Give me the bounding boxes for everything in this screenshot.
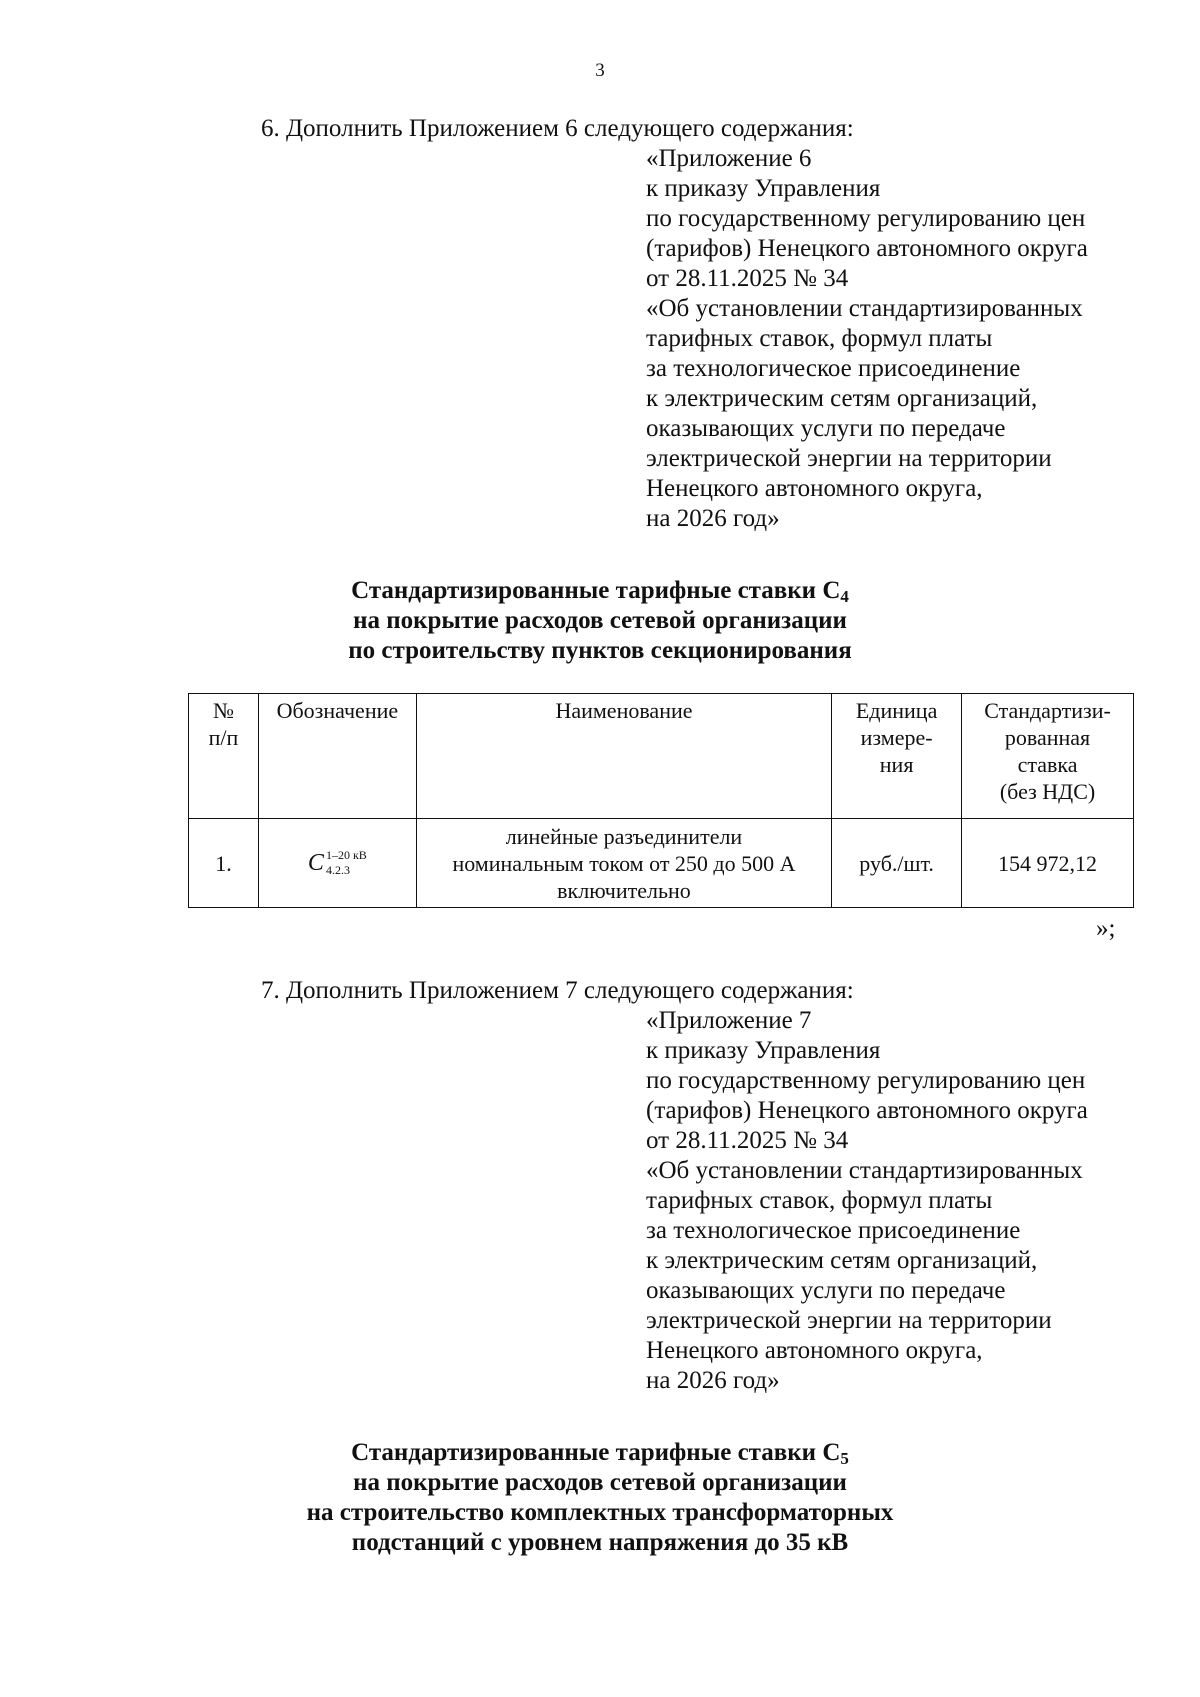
appendix-7-line: тарифных ставок, формул платы: [646, 1187, 993, 1214]
appendix-7-line: электрической энергии на территории: [646, 1307, 1052, 1334]
header-text: (без НДС): [999, 779, 1096, 804]
appendix-6-line: электрической энергии на территории: [646, 445, 1052, 472]
table-row: [189, 819, 1134, 908]
appendix-6-caption: [646, 144, 1166, 534]
cell-rate: 154 972,12: [962, 819, 1134, 908]
appendix-7-line: на 2026 год»: [646, 1367, 780, 1394]
header-text: Обозначение: [276, 698, 399, 723]
cell-unit: руб./шт.: [832, 819, 962, 908]
heading-subscript: 5: [840, 1449, 849, 1468]
appendix-7-line: за технологическое присоединение: [646, 1217, 1021, 1244]
appendix-6-line: (тарифов) Ненецкого автономного округа: [646, 235, 1088, 262]
appendix-7-line: по государственному регулированию цен: [646, 1067, 1086, 1094]
header-rate: [962, 694, 1134, 819]
cell-designation: [258, 819, 416, 908]
cell-name-line: включительно: [557, 877, 691, 903]
heading-text: Стандартизированные тарифные ставки С: [351, 577, 841, 604]
appendix-7-line: (тарифов) Ненецкого автономного округа: [646, 1097, 1088, 1124]
appendix-6-line: Ненецкого автономного округа,: [646, 475, 983, 502]
section-7-intro: 7. Дополнить Приложением 7 следующего содержания:: [261, 977, 854, 1004]
appendix-7-line: к электрическим сетям организаций,: [646, 1247, 1038, 1274]
appendix-7-line: к приказу Управления: [646, 1037, 881, 1064]
closing-quote: »;: [1096, 915, 1116, 942]
appendix-6-line: от 28.11.2025 № 34: [646, 265, 849, 292]
header-text: ния: [879, 752, 914, 777]
heading-text: Стандартизированные тарифные ставки С: [351, 1439, 841, 1466]
cell-name-line: номинальным током от 250 до 500 А: [452, 850, 796, 876]
appendix-6-line: на 2026 год»: [646, 505, 780, 532]
appendix-6-line: тарифных ставок, формул платы: [646, 325, 993, 352]
header-text: измере-: [860, 725, 933, 750]
header-text: №: [212, 698, 234, 723]
header-text: п/п: [208, 725, 239, 750]
formula-base: C: [307, 849, 324, 876]
appendix-7-line: от 28.11.2025 № 34: [646, 1127, 849, 1154]
formula-subscript: 4.2.3: [325, 863, 350, 877]
header-num: [189, 694, 259, 819]
page-number: 3: [595, 60, 605, 81]
appendix-6-line: к приказу Управления: [646, 175, 881, 202]
header-name: [416, 694, 831, 819]
section-6-intro: 6. Дополнить Приложением 6 следующего содержания:: [261, 115, 854, 142]
table-header-row: [189, 694, 1134, 819]
heading-line: на покрытие расходов сетевой организации: [353, 1469, 847, 1496]
appendix-7-line: «Приложение 7: [646, 1007, 812, 1034]
rates-table-c4: [188, 693, 1134, 908]
appendix-6-line: к электрическим сетям организаций,: [646, 385, 1038, 412]
formula-scripts: [326, 848, 367, 878]
heading-line: на строительство комплектных трансформаторных: [306, 1499, 894, 1526]
appendix-7-line: оказывающих услуги по передаче: [646, 1277, 1006, 1304]
appendix-6-line: за технологическое присоединение: [646, 355, 1021, 382]
header-text: Стандартизи-: [984, 698, 1111, 723]
heading-subscript: 4: [840, 587, 849, 606]
section-7-heading: [0, 1438, 1200, 1558]
appendix-7-line: Ненецкого автономного округа,: [646, 1337, 983, 1364]
section-6-heading: [0, 576, 1200, 666]
heading-line: [0, 1438, 1200, 1468]
appendix-6-line: «Приложение 6: [646, 145, 812, 172]
appendix-7-line: «Об установлении стандартизированных: [646, 1157, 1083, 1184]
header-unit: [832, 694, 962, 819]
heading-line: подстанций с уровнем напряжения до 35 кВ: [351, 1529, 849, 1556]
appendix-7-caption: [646, 1006, 1166, 1396]
heading-line: на покрытие расходов сетевой организации: [353, 607, 847, 634]
heading-line: [0, 576, 1200, 606]
header-text: Наименование: [555, 698, 693, 723]
header-designation: [258, 694, 416, 819]
designation-formula: [308, 848, 367, 878]
appendix-6-line: оказывающих услуги по передаче: [646, 415, 1006, 442]
cell-name-line: линейные разъединители: [505, 823, 743, 849]
header-text: ставка: [1017, 752, 1078, 777]
heading-line: по строительству пунктов секционирования: [348, 637, 852, 664]
appendix-6-line: по государственному регулированию цен: [646, 205, 1086, 232]
formula-superscript: 1–20 кВ: [325, 848, 367, 862]
cell-num: 1.: [189, 819, 259, 908]
cell-name: [416, 819, 831, 908]
header-text: рованная: [1004, 725, 1091, 750]
header-text: Единица: [855, 698, 938, 723]
appendix-6-line: «Об установлении стандартизированных: [646, 295, 1083, 322]
